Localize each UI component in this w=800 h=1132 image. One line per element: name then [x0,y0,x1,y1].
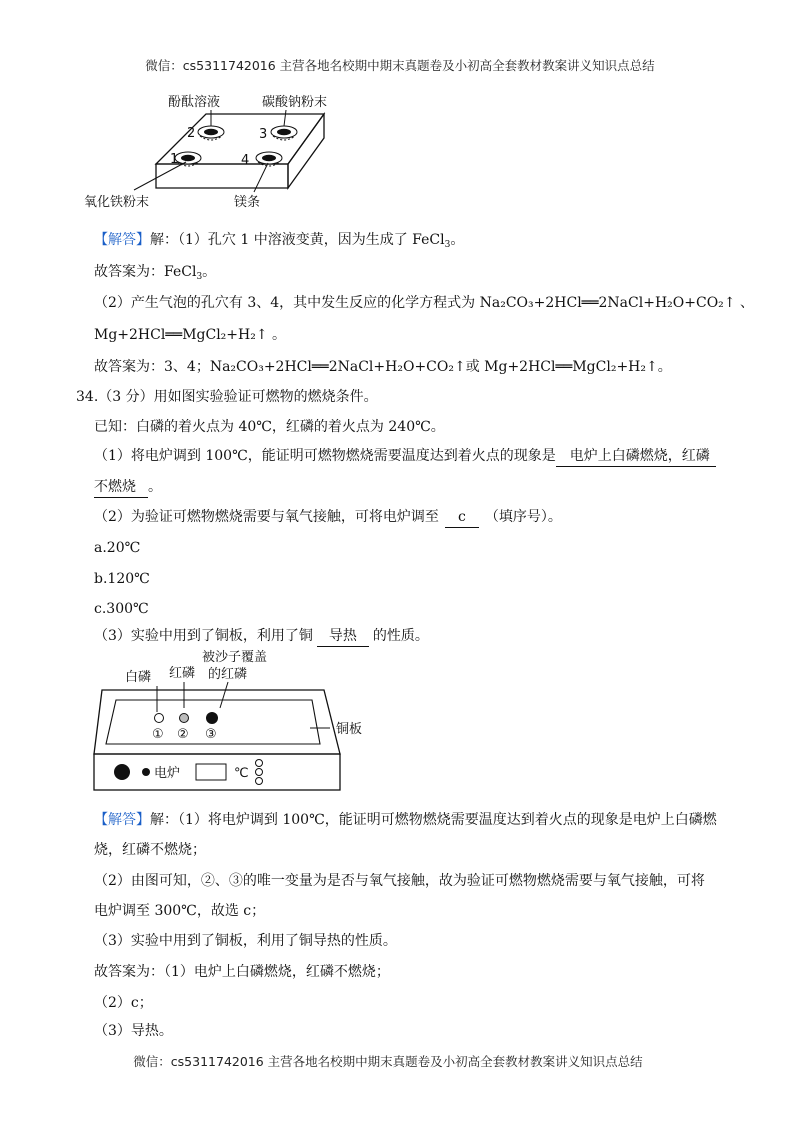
part1-answer-blank: 电炉上白磷燃烧，红磷 [556,446,716,467]
answer1-text: （1）孔穴 1 中溶液变黄，因为生成了 FeCl [178,232,445,248]
well-number-4: 4 [241,153,250,168]
control-button-2 [256,769,263,776]
label-electric-stove: 电炉 [154,766,181,781]
answer2-line5: （3）实验中用到了铜板，利用了铜导热的性质。 [94,933,397,949]
sample-marker-3: ③ [205,727,217,742]
subscript: 3 [444,240,451,250]
answer1-line5: 故答案为：3、4；Na₂CO₃+2HCl══2NaCl+H₂O+CO₂↑或 Mg+2HCl══MgCl₂+H₂↑。 [94,359,672,375]
sample-marker-1: ① [152,727,164,742]
label-covered-red-phosphorus-2: 的红磷 [208,667,248,682]
question-34-stem [76,387,378,407]
punct: 。 [148,479,162,495]
power-knob [114,764,130,780]
well-number-2: 2 [187,126,196,141]
question-34-known: 已知：白磷的着火点为 40℃，红磷的着火点为 240℃。 [94,419,445,435]
answer2-line7: （2）c； [94,995,153,1011]
red-phosphorus-sample [180,714,189,723]
answer2-line4: 电炉调至 300℃，故选 c； [94,903,266,919]
covered-red-phosphorus-sample [206,712,218,724]
answer2-line1 [94,810,717,830]
answer1-line3: （2）产生气泡的孔穴有 3、4，其中发生反应的化学方程式为 Na₂CO₃+2HCl══2NaCl+H₂O+CO₂↑ 、 [94,295,754,311]
label-sodium-carbonate: 碳酸钠粉末 [262,95,328,110]
well-number-3: 3 [259,127,268,142]
part1-answer-blank-cont: 不燃烧 [94,477,148,498]
page-footer: 微信：cs5311742016 主营各地名校期中期末真题卷及小初高全套教材教案讲义知识点总结 [133,1054,643,1069]
question-34-part2 [94,507,562,528]
answer1-line4: Mg+2HCl══MgCl₂+H₂↑ 。 [94,327,287,343]
answer2-line8: （3）导热。 [94,1023,173,1039]
control-button-1 [256,760,263,767]
question-34-part1-cont [94,477,162,498]
part3-suffix: 的性质。 [372,628,429,644]
label-covered-red-phosphorus-1: 被沙子覆盖 [202,650,268,665]
part1-prompt: （1）将电炉调到 100℃，能证明可燃物燃烧需要温度达到着火点的现象是 [94,448,556,464]
label-white-phosphorus: 白磷 [125,670,152,685]
pointer-covered [220,682,228,708]
label-red-phosphorus: 红磷 [169,666,196,681]
spot-plate-diagram [76,90,376,220]
answer2-line3: （2）由图可知，②、③的唯一变量为是否与氧气接触，故为验证可燃物燃烧需要与氧气接触，可将 [94,873,705,889]
label-iron-oxide: 氧化铁粉末 [84,195,150,210]
electric-stove-diagram [86,646,366,798]
answer2-line2: 烧，红磷不燃烧； [94,842,206,858]
page-header: 微信：cs5311742016 主营各地名校期中期末真题卷及小初高全套教材教案讲义知识点总结 [145,58,655,73]
well-2 [198,126,224,140]
label-celsius: ℃ [234,766,249,781]
answer-jie: 解： [150,232,178,248]
pointer-soda [284,110,286,126]
answer-tag: 【解答】 [94,812,150,828]
punct: 。 [202,264,217,280]
answer2-text: 解：（1）将电炉调到 100℃，能证明可燃物燃烧需要温度达到着火点的现象是电炉上白磷燃 [150,812,717,828]
white-phosphorus-sample [155,714,164,723]
label-magnesium: 镁条 [234,195,261,210]
plate-side [288,114,324,188]
sample-marker-2: ② [177,727,189,742]
answer1-line2 [94,262,216,287]
question-34-part3 [94,626,429,647]
answer2-line6: 故答案为：（1）电炉上白磷燃烧，红磷不燃烧； [94,964,390,980]
indicator-light [142,768,150,776]
label-phenolphthalein: 酚酞溶液 [168,95,221,110]
question-stem: （3 分）用如图实验验证可燃物的燃烧条件。 [98,389,378,405]
answer-tag: 【解答】 [94,232,150,248]
answer1-line1 [94,230,464,255]
part3-prompt: （3）实验中用到了铜板，利用了铜 [94,628,313,644]
answer1-text: 故答案为：FeCl [94,264,197,280]
part2-suffix: （填序号）。 [484,509,562,525]
subscript: 3 [196,272,203,282]
control-button-3 [256,778,263,785]
pointer-iron-oxide [134,162,186,190]
part3-answer-blank: 导热 [317,626,369,647]
part2-answer-blank: c [445,507,479,528]
option-a: a.20℃ [94,540,141,556]
punct: 。 [450,232,465,248]
question-34-part1 [94,446,716,467]
temperature-display [196,764,226,780]
well-number-1: 1 [170,152,179,167]
part2-prompt: （2）为验证可燃物燃烧需要与氧气接触，可将电炉调至 [94,509,439,525]
option-c: c.300℃ [94,601,149,617]
well-3 [271,126,297,140]
label-copper-plate: 铜板 [336,722,363,737]
question-number: 34. [76,389,99,405]
option-b: b.120℃ [94,571,150,587]
